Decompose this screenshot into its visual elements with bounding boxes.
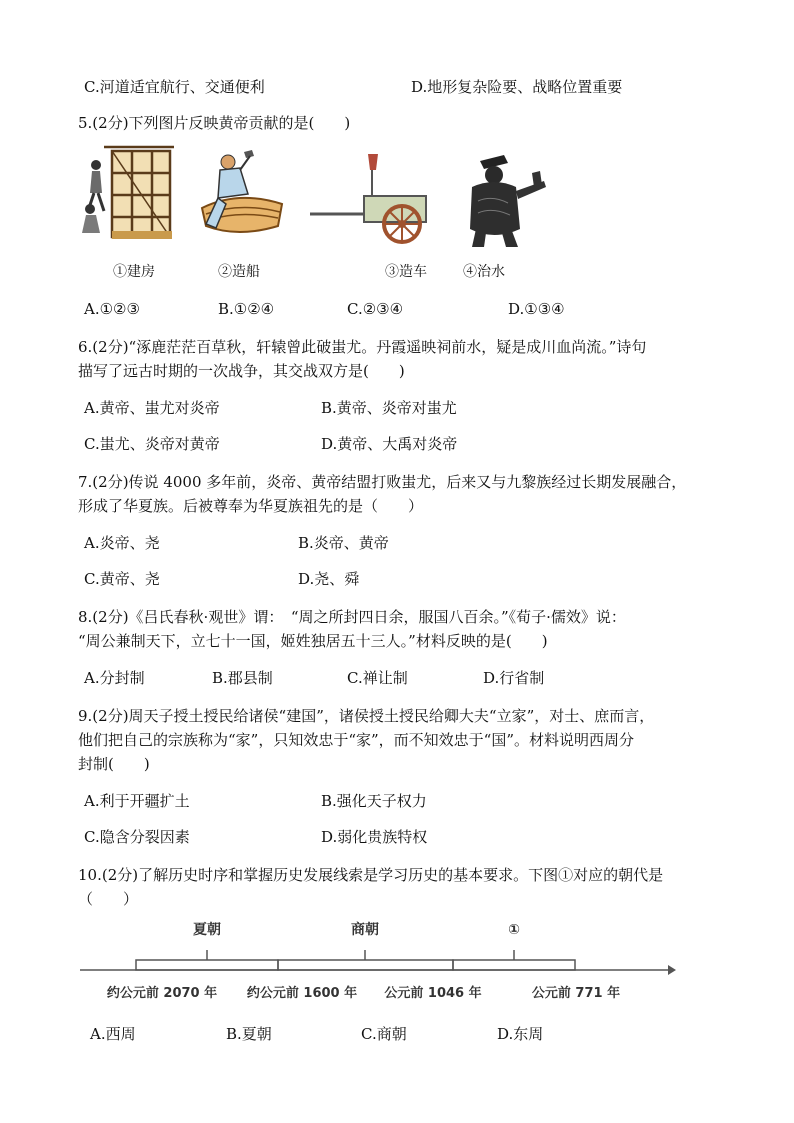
q6-option-c: C.蚩尤、炎帝对黄帝 <box>84 435 220 453</box>
q4-option-d: D.地形复杂险要、战略位置重要 <box>411 78 623 96</box>
timeline-date-2070: 约公元前 2070 年 <box>106 986 218 1001</box>
q6-option-b: B.黄帝、炎帝对蚩尤 <box>321 399 457 417</box>
q9-stem-line1: 9.(2分)周天子授土授民给诸侯“建国”，诸侯授土授民给卿大夫“立家”，对士、庶而言， <box>78 707 655 725</box>
q5-stem: 5.(2分)下列图片反映黄帝贡献的是( ) <box>78 114 351 132</box>
q5-option-d: D.①③④ <box>508 300 565 318</box>
caption-house-building: ①建房 <box>113 264 155 280</box>
boat-building-picture <box>188 146 288 246</box>
q8-option-a: A.分封制 <box>84 669 145 687</box>
q10-option-d: D.东周 <box>497 1025 544 1043</box>
timeline-date-1046: 公元前 1046 年 <box>384 986 482 1001</box>
q7-option-b: B.炎帝、黄帝 <box>298 534 389 552</box>
timeline-period-shang: 商朝 <box>351 922 379 938</box>
q8-option-c: C.禅让制 <box>347 669 408 687</box>
q7-option-a: A.炎帝、尧 <box>84 534 160 552</box>
caption-cart-making: ③造车 <box>385 264 427 280</box>
q9-option-c: C.隐含分裂因素 <box>84 828 190 846</box>
cart-picture <box>306 150 430 246</box>
timeline-date-1600: 约公元前 1600 年 <box>246 986 358 1001</box>
water-control-picture <box>458 151 550 251</box>
q10-option-c: C.商朝 <box>361 1025 407 1043</box>
q10-option-b: B.夏朝 <box>226 1025 272 1043</box>
dynasty-timeline <box>74 912 684 1008</box>
q6-option-d: D.黄帝、大禹对炎帝 <box>321 435 458 453</box>
q5-option-a: A.①②③ <box>84 300 140 318</box>
q8-stem-line1: 8.(2分)《吕氏春秋·观世》谓： “周之所封四日余，服国八百余。”《荀子·儒效》说： <box>78 608 626 626</box>
q7-stem-line1: 7.(2分)传说 4000 多年前，炎帝、黄帝结盟打败蚩尤，后来又与九黎族经过长期发展融合， <box>78 473 687 491</box>
q6-stem-line1: 6.(2分)“涿鹿茫茫百草秋，轩辕曾此破蚩尤。丹霞遥映祠前水，疑是成川血尚流。”诗句 <box>78 338 647 356</box>
q10-stem-line2: （ ） <box>78 890 139 908</box>
timeline-period-unknown: ① <box>508 922 520 938</box>
q8-stem-line2: “周公兼制天下，立七十一国，姬姓独居五十三人。”材料反映的是( ) <box>78 632 548 650</box>
q7-stem-line2: 形成了华夏族。后被尊奉为华夏族祖先的是（ ） <box>78 497 424 515</box>
timeline-date-771: 公元前 771 年 <box>531 986 621 1001</box>
caption-boat-building: ②造船 <box>218 264 260 280</box>
q6-stem-line2: 描写了远古时期的一次战争，其交战双方是( ) <box>78 362 405 380</box>
q6-option-a: A.黄帝、蚩尤对炎帝 <box>84 399 220 417</box>
q9-option-a: A.利于开疆扩土 <box>84 792 190 810</box>
q10-option-a: A.西周 <box>90 1025 136 1043</box>
q8-option-d: D.行省制 <box>483 669 545 687</box>
q5-option-c: C.②③④ <box>347 300 404 318</box>
q5-option-b: B.①②④ <box>218 300 275 318</box>
q10-stem-line1: 10.(2分)了解历史时序和掌握历史发展线索是学习历史的基本要求。下图①对应的朝代是 <box>78 866 664 884</box>
house-building-picture <box>74 143 178 243</box>
caption-water-control: ④治水 <box>463 264 505 280</box>
q9-stem-line3: 封制( ) <box>78 755 150 773</box>
q9-option-b: B.强化天子权力 <box>321 792 427 810</box>
q9-option-d: D.弱化贵族特权 <box>321 828 428 846</box>
q9-stem-line2: 他们把自己的宗族称为“家”，只知效忠于“家”，而不知效忠于“国”。材料说明西周分 <box>78 731 635 749</box>
q4-option-c: C.河道适宜航行、交通便利 <box>84 78 265 96</box>
timeline-period-xia: 夏朝 <box>193 922 221 938</box>
q8-option-b: B.郡县制 <box>212 669 273 687</box>
q7-option-c: C.黄帝、尧 <box>84 570 160 588</box>
q7-option-d: D.尧、舜 <box>298 570 360 588</box>
